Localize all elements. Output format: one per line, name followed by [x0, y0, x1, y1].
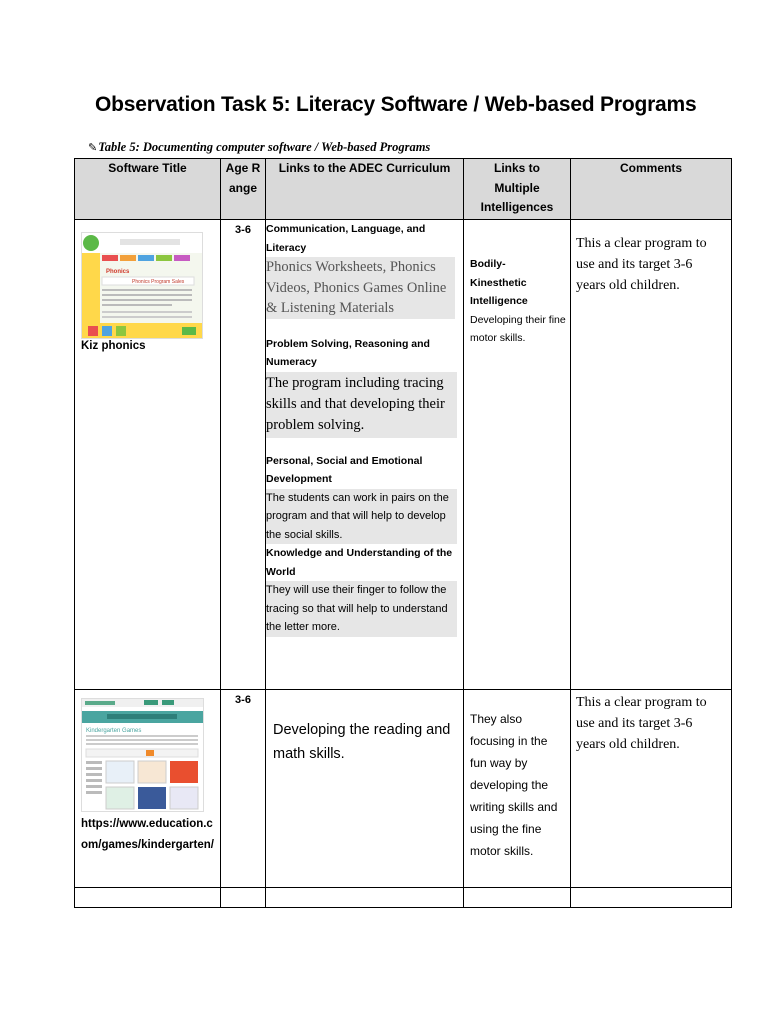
software-title: Kiz phonics — [81, 340, 146, 352]
empty-cell — [221, 888, 266, 908]
table-caption — [88, 140, 430, 155]
empty-cell — [464, 888, 571, 908]
page-title: Observation Task 5: Literacy Software / Web-based Programs — [95, 93, 697, 116]
section-body-world: They will use their finger to follow the tracing so that will help to understand the letter more. — [266, 581, 457, 637]
age-cell: 3-6 — [221, 690, 266, 888]
section-heading-numeracy: Problem Solving, Reasoning and Numeracy — [266, 337, 430, 368]
section-heading-world: Knowledge and Understanding of the World — [266, 547, 453, 578]
mi-cell — [464, 690, 571, 888]
section-heading-literacy: Communication, Language, and Literacy — [266, 223, 426, 254]
comments-text: This a clear program to use and its target 3-6 years old children. — [576, 236, 707, 293]
software-url[interactable]: https://www.education.com/games/kindergarten/ — [81, 818, 214, 851]
mi-heading: Bodily-Kinesthetic Intelligence — [470, 258, 528, 307]
mi-cell — [464, 220, 571, 690]
comments-text: This a clear program to use and its target 3-6 years old children. — [576, 695, 707, 752]
mi-body: Developing their fine motor skills. — [470, 313, 566, 344]
table-row — [75, 690, 732, 888]
section-body-literacy: Phonics Worksheets, Phonics Videos, Phonics Games Online & Listening Materials — [266, 257, 455, 319]
header-row — [75, 159, 732, 220]
comments-cell — [571, 220, 732, 690]
adec-text: Developing the reading and math skills. — [273, 722, 451, 762]
software-cell — [75, 690, 221, 888]
adec-cell — [266, 690, 464, 888]
kiz-phonics-thumbnail — [82, 233, 202, 338]
mi-text: They also focusing in the fun way by developing the writing skills and using the fine motor skills. — [470, 712, 558, 858]
age-cell: 3-6 — [221, 220, 266, 690]
table-row — [75, 220, 732, 690]
header-mi: Links to Multiple Intelligences — [464, 159, 571, 220]
adec-cell — [266, 220, 464, 690]
section-heading-social: Personal, Social and Emotional Development — [266, 454, 423, 485]
empty-cell — [266, 888, 464, 908]
education-com-screenshot — [81, 698, 204, 812]
kiz-phonics-screenshot — [81, 232, 203, 339]
caption-text: Table 5: Documenting computer software / Web-based Programs — [98, 140, 431, 154]
header-adec: Links to the ADEC Curriculum — [266, 159, 464, 220]
section-body-social: The students can work in pairs on the program and that will help to develop the social skills. — [266, 489, 457, 545]
thumbnail-heading: Kindergarten Games — [86, 728, 142, 734]
empty-cell — [75, 888, 221, 908]
education-com-thumbnail — [82, 699, 203, 811]
comments-cell — [571, 690, 732, 888]
pencil-icon: ✎ — [88, 142, 98, 154]
header-software: Software Title — [75, 159, 221, 220]
software-table — [74, 158, 732, 908]
header-age: Age Range — [221, 159, 266, 220]
empty-row — [75, 888, 732, 908]
section-body-numeracy: The program including tracing skills and that developing their problem solving. — [266, 372, 457, 438]
empty-cell — [571, 888, 732, 908]
header-comments: Comments — [571, 159, 732, 220]
thumbnail-heading: Phonics Program Sales — [132, 279, 185, 285]
svg-text:Phonics: Phonics — [106, 269, 130, 275]
software-cell — [75, 220, 221, 690]
